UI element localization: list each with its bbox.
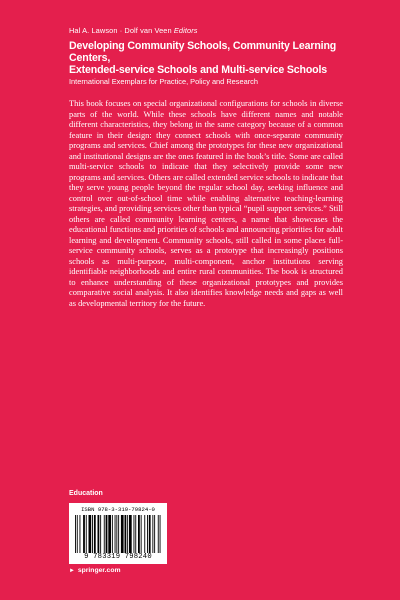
isbn-label: ISBN 978-3-319-79824-0 xyxy=(81,506,155,513)
barcode-bar xyxy=(80,515,81,553)
barcode-bar xyxy=(127,515,128,553)
book-subtitle: International Exemplars for Practice, Policy and Research xyxy=(69,77,258,86)
book-title-line-2: Extended-service Schools and Multi-service Schools xyxy=(69,64,328,76)
barcode-bar xyxy=(149,515,151,553)
barcode-bar xyxy=(118,515,119,553)
barcode-bar xyxy=(152,515,153,553)
book-description xyxy=(69,99,343,309)
cover-header xyxy=(69,26,379,87)
barcode-bar xyxy=(144,515,145,553)
barcode-bar xyxy=(138,515,140,553)
barcode-bar xyxy=(158,515,159,553)
publisher-website-text: springer.com xyxy=(77,567,121,574)
barcode-graphic xyxy=(73,515,163,553)
barcode-bar xyxy=(77,515,78,553)
barcode-bar xyxy=(106,515,108,553)
editors-role: Editors xyxy=(173,26,198,35)
barcode-bar xyxy=(75,515,76,553)
barcode-bar xyxy=(129,515,132,553)
subject-category: Education xyxy=(69,490,103,497)
arrow-right-icon: ► xyxy=(69,568,75,574)
barcode-bar xyxy=(89,515,92,553)
barcode-bar xyxy=(141,515,142,553)
barcode-bar xyxy=(121,515,124,553)
barcode-bar xyxy=(94,515,96,553)
barcode-bar xyxy=(98,515,100,553)
barcode-bar xyxy=(100,515,101,553)
barcode-bar xyxy=(108,515,111,553)
barcode-bar xyxy=(104,515,105,553)
barcode-bar xyxy=(92,515,93,553)
book-description-text: This book focuses on special organizational configurations for schools in diverse parts of the world. While these schools have different names and notable different characteristics, they belong in the same category because of a common feature in their design: they connect schools with once-separate community programs and services. Chief among the prototypes for these new organizational and institutional designs are the ones featured in the book’s title. Some are called multi-service schools to indicate that they selectively provide some new programs and services. Others are called extended service schools to indicate that they serve young people beyond the regular school day, seeking influence and control over out-of-school time while enabling alternative teaching-learning strategies, and providing services other than typical “pupil support services.” Still others are called community learning centers, a name that showcases the educational functions and priorities of schools and announcing priorities for adult learning and development. Community schools, still called in some places full-service community schools, serves as a prototype that increasingly positions schools as multi-purpose, multi-component, anchor institutions serving identifiable neighborhoods and entire rural communities. The book is structured to enhance understanding of these organizational prototypes and provides comparative social analysis. It also identifies knowledge needs and gaps as well as developmental territory for the future. xyxy=(69,99,343,308)
barcode-bar xyxy=(112,515,113,553)
barcode-bar xyxy=(125,515,127,553)
barcode-bar xyxy=(154,515,155,553)
publisher-website[interactable] xyxy=(69,567,121,574)
barcode-bar xyxy=(135,515,136,553)
barcode-bar xyxy=(147,515,148,553)
barcode-bar xyxy=(160,515,161,553)
barcode-bar xyxy=(134,515,135,553)
barcode-digits: 9 783319 798240 xyxy=(84,553,152,561)
editor-names: Hal A. Lawson · Dolf van Veen xyxy=(69,26,172,35)
isbn-barcode-box xyxy=(69,503,167,564)
book-title xyxy=(69,40,379,76)
barcode-bar xyxy=(86,515,87,553)
barcode-bar xyxy=(83,515,85,553)
barcode-bar xyxy=(116,515,117,553)
barcode-bar xyxy=(115,515,116,553)
book-title-line-1: Developing Community Schools, Community Learning Centers, xyxy=(69,40,337,64)
editors-line xyxy=(69,26,379,36)
